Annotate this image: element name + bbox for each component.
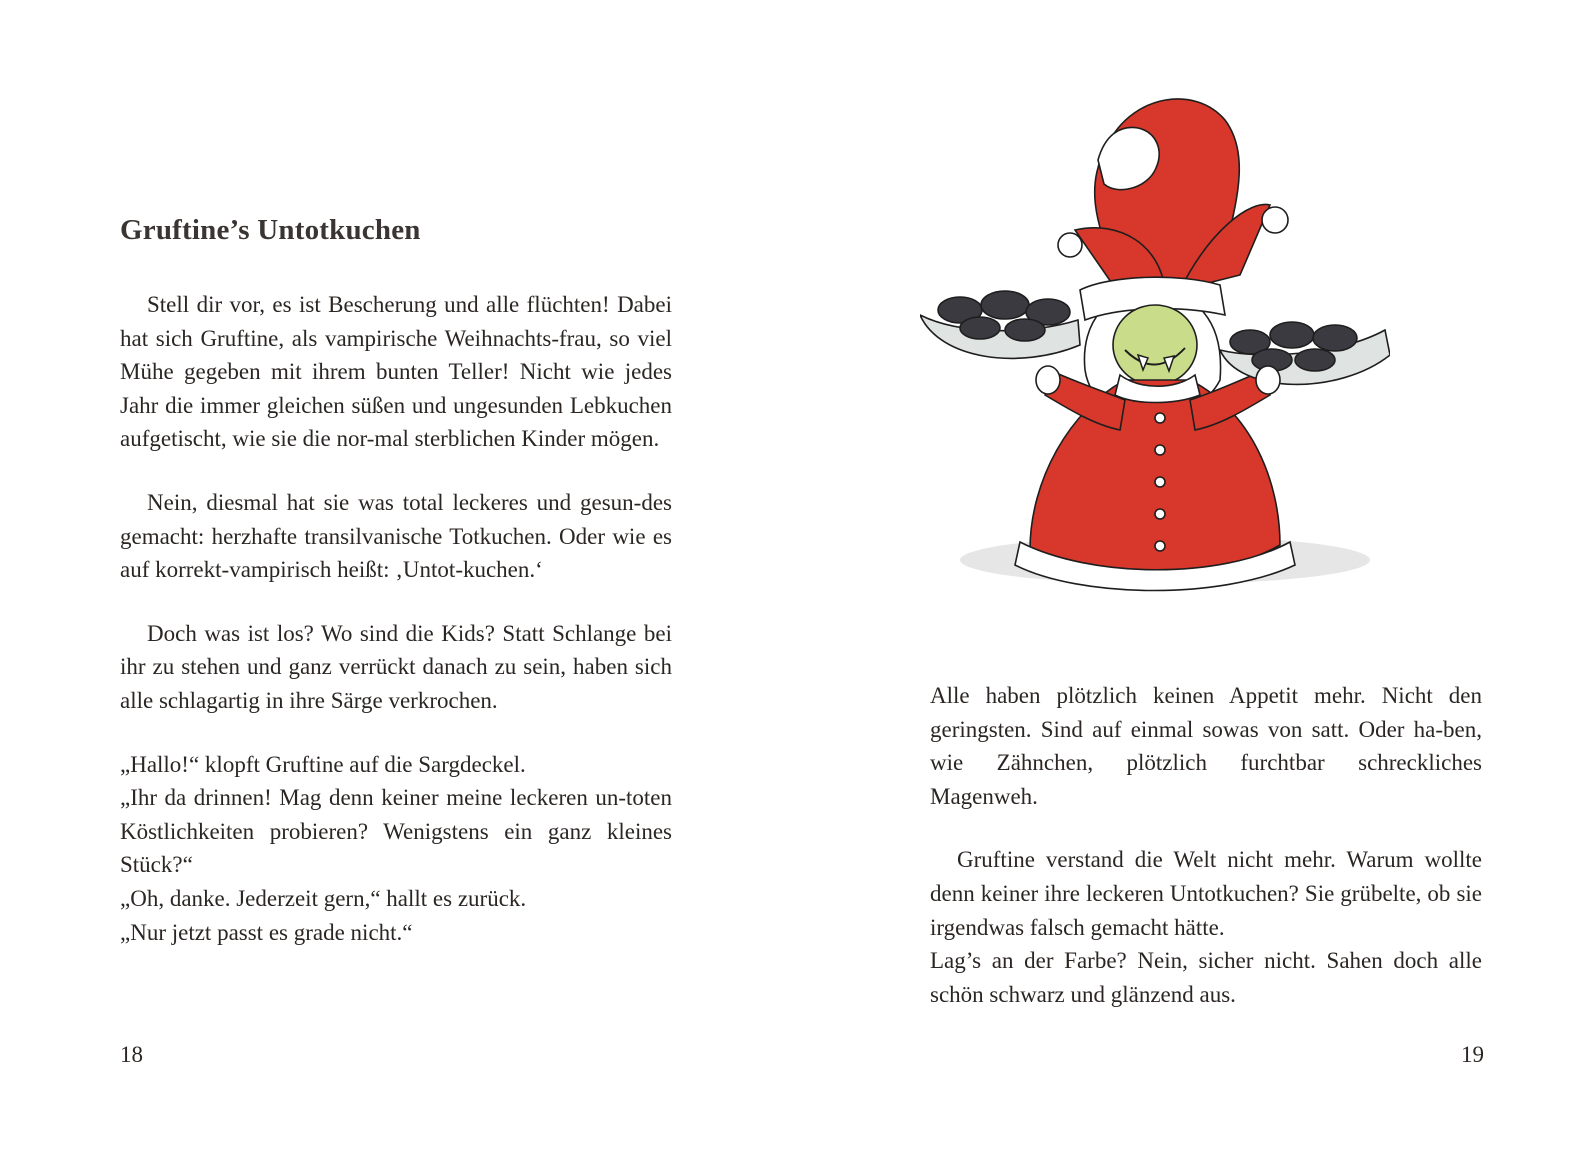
dialogue-line: „Ihr da drinnen! Mag denn keiner meine leckeren un-toten Köstlichkeiten probieren? Wenigstens ein ganz kleines Stück?“	[120, 785, 672, 878]
paragraph: Nein, diesmal hat sie was total leckeres und gesun-des gemacht: herzhafte transilvanische Totkuchen. Oder wie es auf korrekt-vampirisch heißt: ‚Untot-kuchen.‘	[120, 489, 672, 583]
tip-pompom	[1058, 233, 1082, 257]
dress-button	[1155, 477, 1165, 487]
page-number-left: 18	[120, 1042, 143, 1067]
paragraph: Lag’s an der Farbe? Nein, sicher nicht. Sahen doch alle schön schwarz und glänzend aus.	[930, 948, 1482, 1007]
hand-left	[1036, 366, 1060, 394]
gruftine-drawing	[920, 80, 1390, 615]
cake	[1313, 325, 1357, 351]
paragraph: Doch was ist los? Wo sind die Kids? Statt Schlange bei ihr zu stehen und ganz verrückt danach zu sein, haben sich alle schlagartig in ihre Särge verkrochen.	[120, 620, 672, 713]
dialogue-line: „Oh, danke. Jederzeit gern,“ hallt es zurück.	[120, 885, 527, 911]
dress-button	[1155, 541, 1165, 551]
chapter-title: Gruftine’s Untotkuchen	[120, 214, 421, 246]
gruftine-illustration	[920, 80, 1390, 615]
hand-right	[1256, 366, 1280, 394]
tip-pompom	[1262, 207, 1288, 233]
paragraph: Stell dir vor, es ist Bescherung und alle flüchten! Dabei hat sich Gruftine, als vampirische Weihnachts-frau, so viel Mühe gegeben mit ihrem bunten Teller! Nicht wie jedes Jahr die immer gleichen süßen und ungesunden Lebkuchen aufgetischt, wie sie die nor-mal sterblichen Kinder mögen.	[120, 292, 672, 452]
right-text-column	[930, 679, 1482, 1011]
right-page	[797, 0, 1595, 1152]
cake	[1270, 322, 1314, 348]
paragraph: Gruftine verstand die Welt nicht mehr. Warum wollte denn keiner ihre leckeren Untotkuchen? Sie grübelte, ob sie irgendwas falsch gemacht hätte.	[930, 847, 1482, 940]
plate-right	[1220, 322, 1390, 384]
dialogue-line: „Nur jetzt passt es grade nicht.“	[120, 919, 413, 945]
dress-button	[1155, 413, 1165, 423]
cake	[1005, 319, 1045, 341]
cake	[1295, 349, 1335, 371]
plate-left	[920, 291, 1080, 358]
cake	[981, 291, 1029, 319]
left-page	[0, 0, 797, 1152]
dialogue-line: „Hallo!“ klopft Gruftine auf die Sargdeckel.	[120, 751, 526, 777]
dress-button	[1155, 445, 1165, 455]
face	[1113, 305, 1197, 385]
cake	[960, 317, 1000, 339]
dress-button	[1155, 509, 1165, 519]
left-text-column	[120, 288, 672, 949]
page-number-right: 19	[1461, 1042, 1484, 1067]
paragraph: Alle haben plötzlich keinen Appetit mehr. Nicht den geringsten. Sind auf einmal sowas von satt. Oder ha-ben, wie Zähnchen, plötzlich furchtbar schreckliches Magenweh.	[930, 683, 1482, 809]
